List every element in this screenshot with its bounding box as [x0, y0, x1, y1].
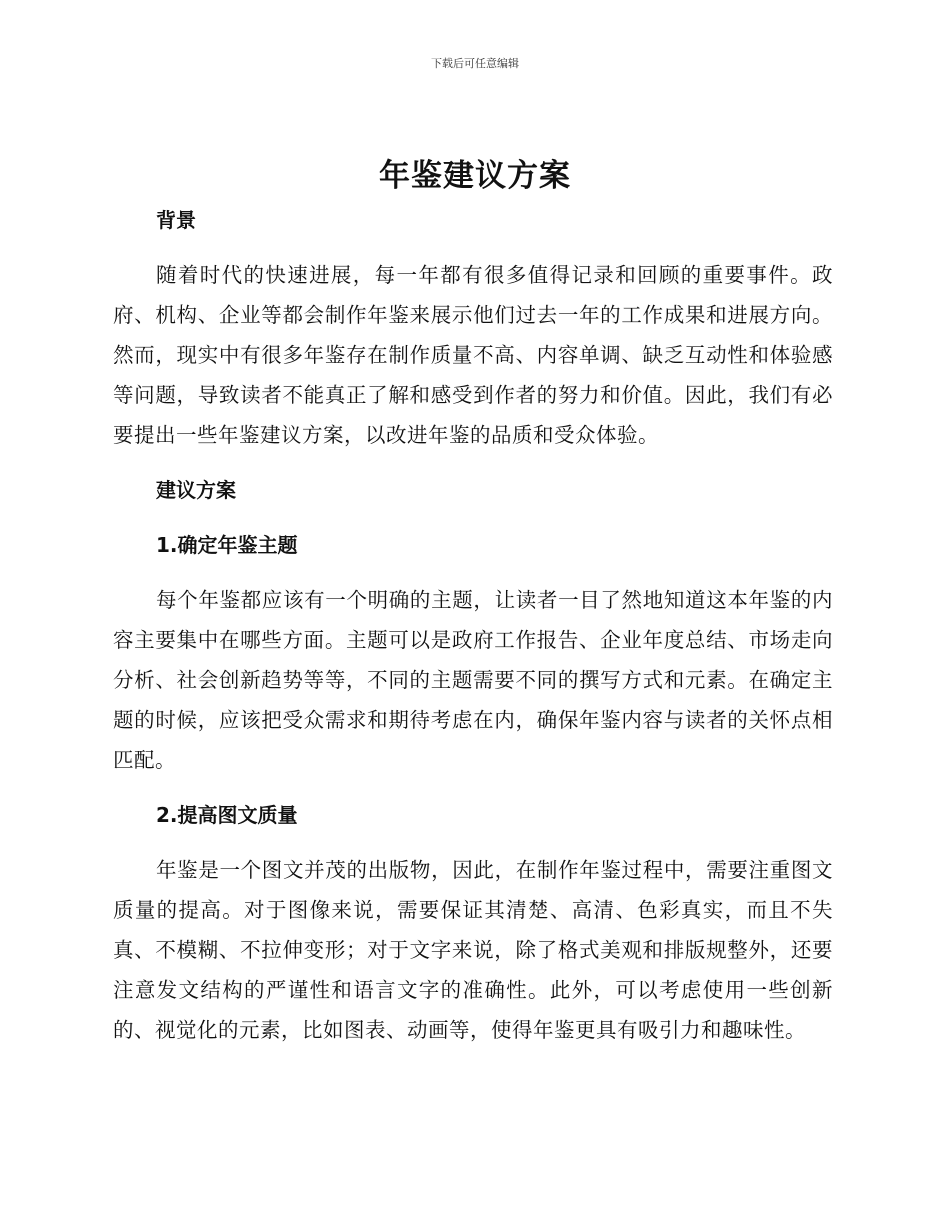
section2-heading: 2.提高图文质量: [156, 803, 298, 827]
section2-paragraph: 年鉴是一个图文并茂的出版物，因此，在制作年鉴过程中，需要注重图文质量的提高。对于图像来说，需要保证其清楚、高清、色彩真实，而且不失真、不模糊、不拉伸变形；对于文字来说，除了格式美观和排版规整外，还要注意发文结构的严谨性和语言文字的准确性。此外，可以考虑使用一些创新的、视觉化的元素，比如图表、动画等，使得年鉴更具有吸引力和趣味性。: [113, 858, 833, 1042]
document-title: 年鉴建议方案: [379, 158, 571, 194]
section1-heading: 1.确定年鉴主题: [156, 533, 298, 557]
header-note: 下载后可任意编辑: [431, 57, 519, 70]
section1-paragraph: 每个年鉴都应该有一个明确的主题，让读者一目了然地知道这本年鉴的内容主要集中在哪些方面。主题可以是政府工作报告、企业年度总结、市场走向分析、社会创新趋势等等，不同的主题需要不同的撰写方式和元素。在确定主题的时候，应该把受众需求和期待考虑在内，确保年鉴内容与读者的关怀点相匹配。: [113, 588, 833, 772]
document-body: [113, 200, 833, 1050]
proposal-heading: 建议方案: [156, 478, 236, 502]
background-paragraph: 随着时代的快速进展，每一年都有很多值得记录和回顾的重要事件。政府、机构、企业等都会制作年鉴来展示他们过去一年的工作成果和进展方向。然而，现实中有很多年鉴存在制作质量不高、内容单调、缺乏互动性和体验感等问题，导致读者不能真正了解和感受到作者的努力和价值。因此，我们有必要提出一些年鉴建议方案，以改进年鉴的品质和受众体验。: [113, 263, 833, 447]
background-heading: 背景: [156, 208, 196, 232]
